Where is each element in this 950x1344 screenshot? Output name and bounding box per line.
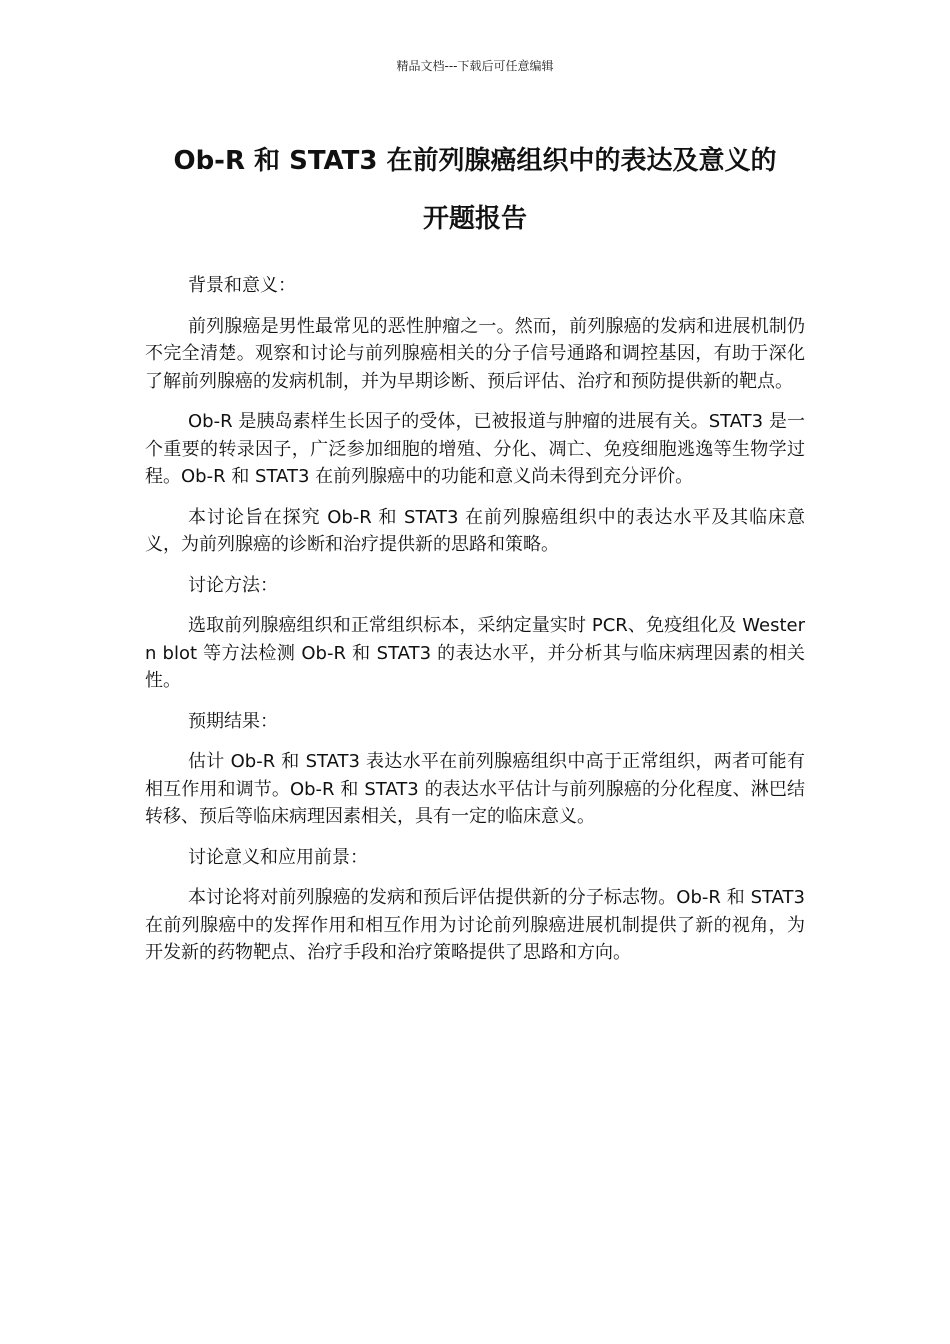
title-line-2: 开题报告 [422, 204, 527, 234]
background-paragraph-3: 本讨论旨在探究 Ob-R 和 STAT3 在前列腺癌组织中的表达水平及其临床意义，为前列腺癌的诊断和治疗提供新的思路和策略。 [145, 506, 805, 555]
method-heading: 讨论方法： [188, 574, 278, 596]
background-paragraph-2: Ob-R 是胰岛素样生长因子的受体，已被报道与肿瘤的进展有关。STAT3 是一个重要的转录因子，广泛参加细胞的增殖、分化、凋亡、免疫细胞逃逸等生物学过程。Ob-R 和 STAT3 在前列腺癌中的功能和意义尚未得到充分评价。 [145, 411, 805, 487]
result-paragraph: 估计 Ob-R 和 STAT3 表达水平在前列腺癌组织中高于正常组织，两者可能有相互作用和调节。Ob-R 和 STAT3 的表达水平估计与前列腺癌的分化程度、淋巴结转移、预后等临床病理因素相关，具有一定的临床意义。 [145, 751, 805, 827]
document-body [145, 272, 805, 980]
significance-paragraph: 本讨论将对前列腺癌的发病和预后评估提供新的分子标志物。Ob-R 和 STAT3 在前列腺癌中的发挥作用和相互作用为讨论前列腺癌进展机制提供了新的视角，为开发新的药物靶点、治疗手段和治疗策略提供了思路和方向。 [145, 887, 805, 963]
title-line-1: Ob-R 和 STAT3 在前列腺癌组织中的表达及意义的 [173, 146, 777, 176]
background-paragraph-1: 前列腺癌是男性最常见的恶性肿瘤之一。然而，前列腺癌的发病和进展机制仍不完全清楚。观察和讨论与前列腺癌相关的分子信号通路和调控基因，有助于深化了解前列腺癌的发病机制，并为早期诊断、预后评估、治疗和预防提供新的靶点。 [145, 315, 805, 392]
significance-heading: 讨论意义和应用前景： [188, 846, 368, 868]
page-header: 精品文档---下载后可任意编辑 [396, 59, 554, 73]
method-paragraph: 选取前列腺癌组织和正常组织标本，采纳定量实时 PCR、免疫组化及 Western blot 等方法检测 Ob-R 和 STAT3 的表达水平，并分析其与临床病理因素的相关性。 [145, 615, 805, 691]
result-heading: 预期结果： [188, 710, 278, 732]
background-heading: 背景和意义： [188, 275, 296, 296]
document-title [110, 132, 840, 248]
